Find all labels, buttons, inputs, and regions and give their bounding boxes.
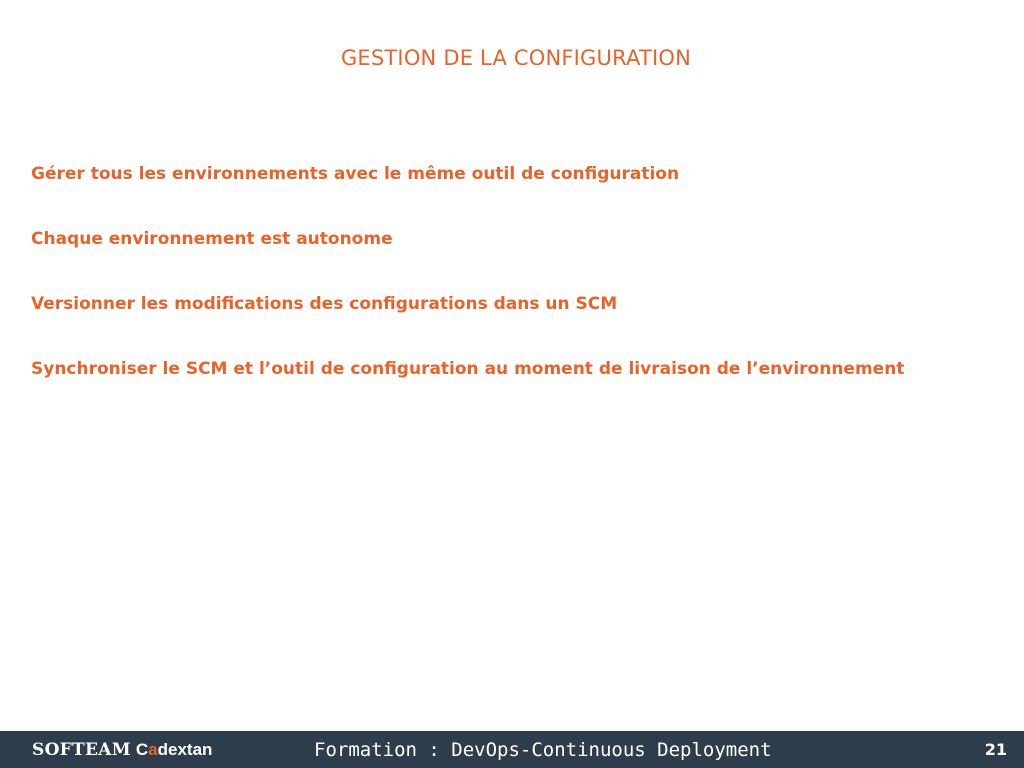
logo-product-end: dextan [157,740,213,759]
logo-product-name [136,740,213,759]
bullet-item: Synchroniser le SCM et l’outil de configuration au moment de livraison de l’environnement [31,359,905,379]
slide-title: GESTION DE LA CONFIGURATION [340,46,692,70]
logo-company-name: SOFTEAM [32,740,131,760]
footer-bar [0,731,1024,768]
bullet-item: Gérer tous les environnements avec le même outil de configuration [31,164,680,184]
company-logo [32,740,212,760]
page-number: 21 [984,740,1007,759]
bullet-item: Chaque environnement est autonome [31,229,393,249]
footer-title: Formation : DevOps-Continuous Deployment [314,739,772,761]
bullet-item: Versionner les modifications des configurations dans un SCM [31,294,618,314]
logo-product-accent: a [148,740,158,759]
logo-product-start: C [135,740,149,759]
